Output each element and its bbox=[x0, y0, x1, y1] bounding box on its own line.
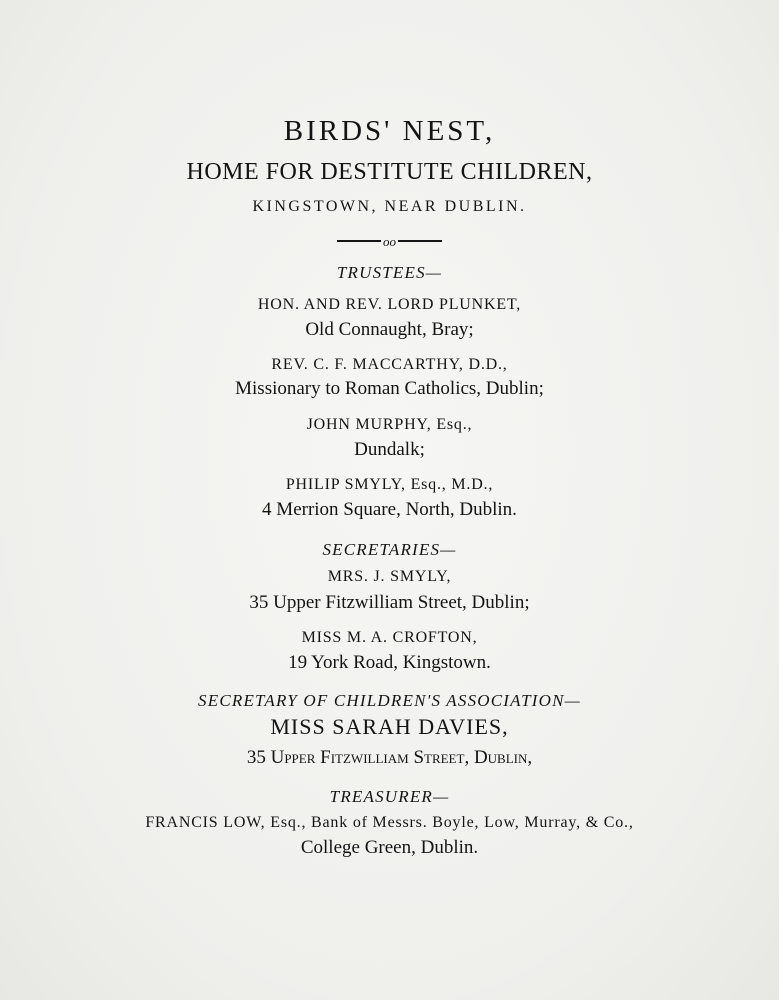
secretary-address: 35 Upper Fitzwilliam Street, Dublin; bbox=[249, 592, 530, 613]
document-title: BIRDS' NEST, bbox=[283, 115, 496, 147]
trustee-address: Missionary to Roman Catholics, Dublin; bbox=[235, 378, 544, 399]
trustee-name: REV. C. F. MACCARTHY, D.D., bbox=[271, 356, 508, 373]
trustee-address: Old Connaught, Bray; bbox=[305, 319, 474, 340]
ornament-rule-left bbox=[337, 240, 381, 242]
secretaries-heading: SECRETARIES— bbox=[322, 540, 457, 559]
treasurer-heading: TREASURER— bbox=[329, 787, 450, 806]
secretary-address: 19 York Road, Kingstown. bbox=[288, 652, 491, 673]
document-location: KINGSTOWN, NEAR DUBLIN. bbox=[252, 198, 527, 215]
document-subtitle: HOME FOR DESTITUTE CHILDREN, bbox=[186, 159, 593, 185]
treasurer-address: College Green, Dublin. bbox=[300, 837, 479, 858]
trustees-heading: TRUSTEES— bbox=[336, 263, 443, 282]
ornament-rule-right bbox=[398, 240, 442, 242]
childrens-association-secretary-name: MISS SARAH DAVIES, bbox=[270, 714, 509, 739]
childrens-association-heading: SECRETARY OF CHILDREN'S ASSOCIATION— bbox=[198, 691, 581, 710]
ornament-mark: oo bbox=[383, 233, 396, 249]
trustee-address: 4 Merrion Square, North, Dublin. bbox=[262, 499, 517, 520]
secretary-name: MISS M. A. CROFTON, bbox=[301, 629, 478, 646]
trustee-name: JOHN MURPHY, Esq., bbox=[306, 416, 473, 433]
ornament-divider bbox=[0, 234, 779, 248]
childrens-association-address: 35 Upper Fitzwilliam Street, Dublin, bbox=[246, 747, 533, 768]
trustee-address: Dundalk; bbox=[354, 439, 425, 460]
treasurer-name: FRANCIS LOW, Esq., Bank of Messrs. Boyle, Low, Murray, & Co., bbox=[145, 814, 634, 831]
trustee-name: HON. AND REV. LORD PLUNKET, bbox=[257, 296, 522, 313]
trustee-name: PHILIP SMYLY, Esq., M.D., bbox=[285, 476, 494, 493]
secretary-name: MRS. J. SMYLY, bbox=[327, 568, 452, 585]
